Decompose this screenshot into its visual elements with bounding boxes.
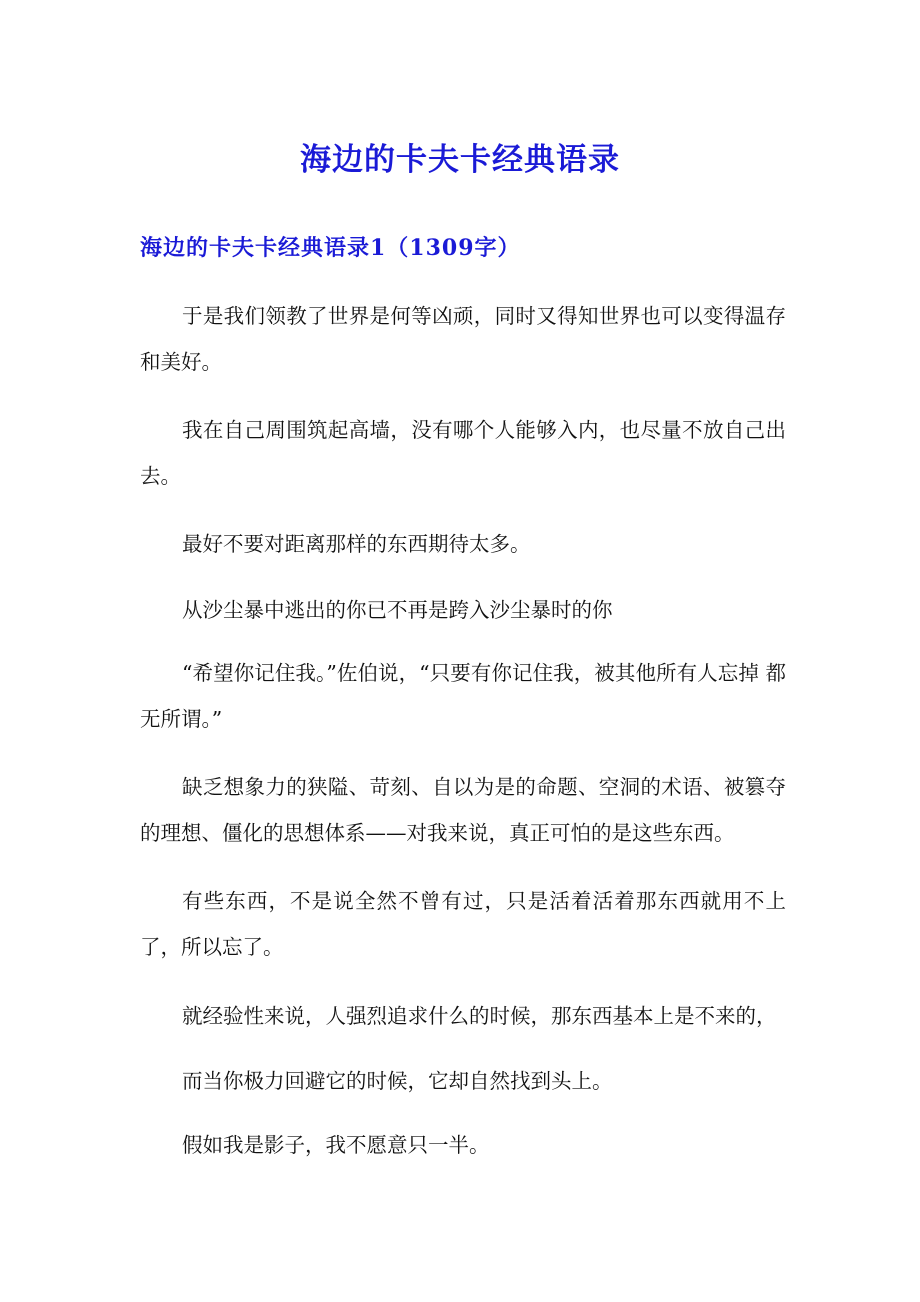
page-title: 海边的卡夫卡经典语录 [300,142,620,178]
section-heading: 海边的卡夫卡经典语录1（1309字） [140,235,521,261]
paragraph: 就经验性来说，人强烈追求什么的时候，那东西基本上是不来的， [182,1004,777,1028]
paragraph: 最好不要对距离那样的东西期待太多。 [182,532,531,556]
paragraph: 于是我们领教了世界是何等凶顽，同时又得知世界也可以变得温存和美好。 [140,304,786,374]
paragraph: 而当你极力回避它的时候，它却自然找到头上。 [182,1069,613,1093]
paragraph: 从沙尘暴中逃出的你已不再是跨入沙尘暴时的你 [182,598,613,622]
paragraph: 假如我是影子，我不愿意只一半。 [182,1133,490,1157]
paragraph: 我在自己周围筑起高墙，没有哪个人能够入内，也尽量不放自己出去。 [140,418,786,488]
paragraph: “希望你记住我。”佐伯说，“只要有你记住我，被其他所有人忘掉 都无所谓。” [140,661,786,731]
paragraph: 缺乏想象力的狭隘、苛刻、自以为是的命题、空洞的术语、被篡夺的理想、僵化的思想体系——对我来说，真正可怕的是这些东西。 [140,775,786,845]
paragraph: 有些东西，不是说全然不曾有过，只是活着活着那东西就用不上了，所以忘了。 [140,889,786,959]
